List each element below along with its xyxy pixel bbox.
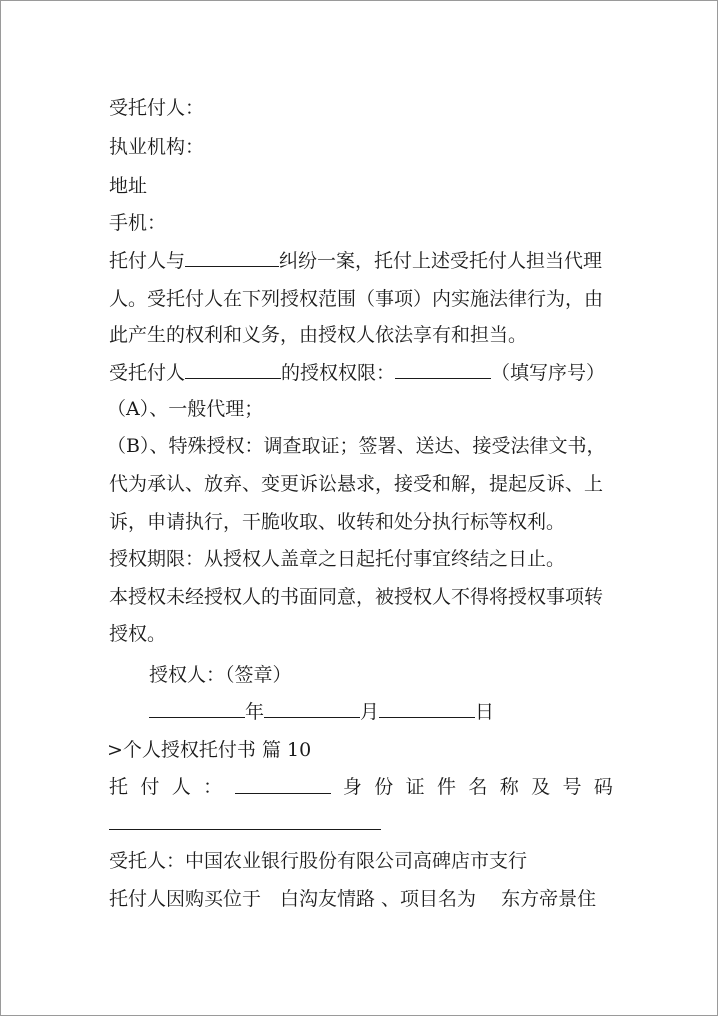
id-char: 及 (531, 776, 551, 798)
case-prefix: 托付人与 (109, 250, 186, 272)
purchase-line: 托付人因购买位于 白沟友情路 、项目名为 东方帝景住 (109, 888, 597, 910)
date-line (149, 699, 494, 724)
id-char: 码 (593, 776, 613, 798)
authority-middle: 的授权权限： (281, 362, 396, 384)
id-char: 证 (405, 776, 425, 798)
id-char: 称 (499, 776, 519, 798)
id-char: 号 (562, 776, 582, 798)
id-line (109, 775, 613, 799)
day-label: 日 (475, 701, 495, 723)
agent-label: 受托付人： (109, 97, 205, 119)
id-char: 份 (374, 776, 394, 798)
paragraph-line: 此产生的权利和义务，由授权人依法享有和担当。 (109, 324, 528, 346)
case-suffix: 纠纷一案，托付上述受托付人担当代理 (279, 250, 603, 272)
phone-label: 手机： (109, 212, 167, 234)
id-char: 托 (109, 776, 129, 798)
id-char: 名 (468, 776, 488, 798)
year-label: 年 (245, 701, 265, 723)
option-b: （B）、特殊授权：调查取证；签署、送达、接受法律文书， (107, 435, 606, 457)
signature-label: 授权人：（签章） (149, 664, 292, 686)
id-char: 人 (171, 776, 191, 798)
id-char: 付 (140, 776, 160, 798)
id-char: ： (203, 776, 223, 798)
paragraph-line: 代为承认、放弃、变更诉讼悬求，接受和解，提起反诉、上 (109, 473, 604, 495)
day-blank (379, 699, 475, 718)
firm-label: 执业机构： (109, 136, 205, 158)
section-heading: >个人授权托付书 篇 10 (107, 739, 312, 761)
id-number-line (109, 811, 381, 836)
agent-name-blank (185, 360, 281, 379)
month-blank (264, 699, 360, 718)
option-a: （A）、一般代理； (107, 398, 264, 420)
paragraph-line: 诉，申请执行，干脆收取、收转和处分执行标等权利。 (109, 511, 566, 533)
case-line (109, 248, 602, 273)
authority-number-blank (395, 360, 491, 379)
term-line: 授权期限：从授权人盖章之日起托付事宜终结之日止。 (109, 548, 566, 570)
authority-line (109, 360, 605, 385)
paragraph-line: 授权。 (109, 623, 167, 645)
paragraph-line: 人。受托付人在下列授权范围（事项）内实施法律行为，由 (109, 288, 604, 310)
year-blank (149, 699, 245, 718)
month-label: 月 (360, 701, 380, 723)
authority-prefix: 受托付人 (109, 362, 186, 384)
id-blank (235, 775, 331, 794)
id-char: 件 (436, 776, 456, 798)
case-blank (185, 248, 279, 267)
id-char: 身 (342, 776, 362, 798)
paragraph-line: 本授权未经授权人的书面同意，被授权人不得将授权事项转 (109, 586, 604, 608)
id-number-blank (109, 811, 381, 830)
address-label: 地址 (109, 175, 148, 197)
trustee-line: 受托人：中国农业银行股份有限公司高碑店市支行 (109, 850, 528, 872)
authority-suffix: （填写序号） (491, 362, 606, 384)
